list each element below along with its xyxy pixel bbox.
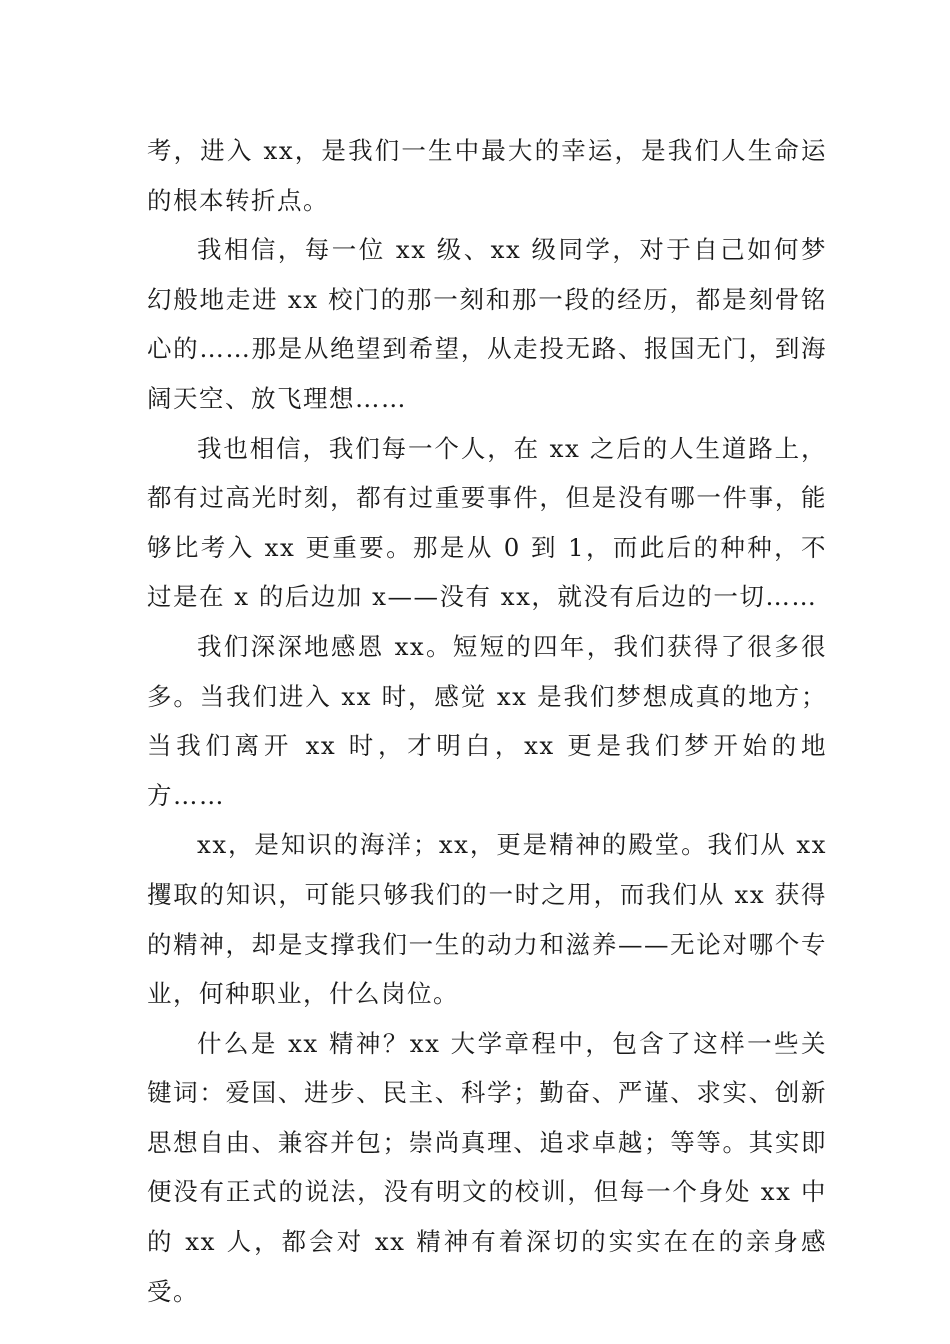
- paragraph-2: 我相信，每一位 xx 级、xx 级同学，对于自己如何梦幻般地走进 xx 校门的那一刻和那一段的经历，都是刻骨铭心的……那是从绝望到希望，从走投无路、报国无门，到海阔天空、放飞理想……: [147, 235, 827, 413]
- paragraph-5: xx，是知识的海洋；xx，更是精神的殿堂。我们从 xx 攫取的知识，可能只够我们的一时之用，而我们从 xx 获得的精神，却是支撑我们一生的动力和滋养——无论对哪个专业，何种职业，什么岗位。: [147, 830, 827, 1009]
- paragraph-1: 考，进入 xx，是我们一生中最大的幸运，是我们人生命运的根本转折点。: [147, 136, 827, 215]
- paragraph-6: 什么是 xx 精神？xx 大学章程中，包含了这样一些关键词：爱国、进步、民主、科学；勤奋、严谨、求实、创新思想自由、兼容并包；崇尚真理、追求卓越；等等。其实即便没有正式的说法，没有明文的校训，但每一个身处 xx 中的 xx 人，都会对 xx 精神有着深切的实实在在的亲身感受。: [147, 1028, 827, 1306]
- document-body: [147, 126, 827, 1316]
- paragraph-4: 我们深深地感恩 xx。短短的四年，我们获得了很多很多。当我们进入 xx 时，感觉 xx 是我们梦想成真的地方；当我们离开 xx 时，才明白，xx 更是我们梦开始的地方……: [147, 631, 827, 810]
- paragraph-3: 我也相信，我们每一个人，在 xx 之后的人生道路上，都有过高光时刻，都有过重要事件，但是没有哪一件事，能够比考入 xx 更重要。那是从 0 到 1，而此后的种种，不过是在 x 的后边加 x——没有 xx，就没有后边的一切……: [147, 433, 827, 612]
